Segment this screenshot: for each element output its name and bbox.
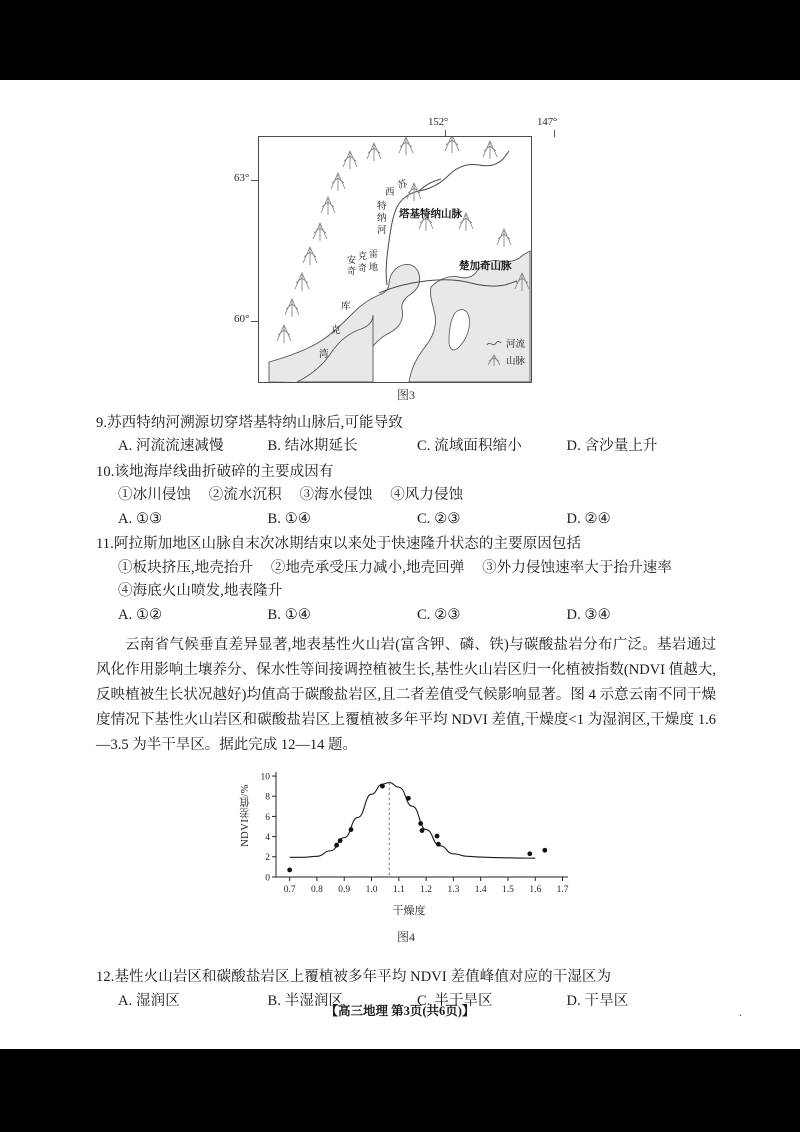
question-9-number: 9. — [96, 415, 108, 431]
chart-data-point — [338, 838, 343, 843]
label-su: 苏 — [396, 179, 409, 192]
label-na: 纳 — [377, 214, 387, 224]
label-talkeetna-mountains: 塔基特纳山脉 — [399, 209, 462, 220]
question-10-option-c[interactable]: C. ②③ — [417, 510, 461, 527]
latitude-tick-63 — [251, 180, 258, 181]
question-11-option-a[interactable]: A. ①② — [118, 606, 163, 623]
question-9-option-b[interactable]: B. 结冰期延长 — [267, 438, 358, 455]
chart-x-tick-label: 1.6 — [529, 885, 542, 896]
chart-data-point — [287, 868, 292, 873]
chart-x-tick-label: 1.5 — [502, 885, 514, 896]
longitude-tick-147 — [554, 130, 555, 137]
chart-y-tick-label: 4 — [265, 833, 270, 844]
longitude-label-147: 147° — [537, 116, 558, 128]
question-10-subopt-4: ④风力侵蚀 — [390, 487, 464, 504]
question-11-subopts-line1 — [96, 557, 716, 580]
question-10-subopt-2: ②流水沉积 — [208, 487, 282, 504]
question-11-subopts-line2 — [96, 580, 716, 603]
latitude-tick-60 — [251, 321, 258, 322]
label-chugach-mountains: 楚加奇山脉 — [459, 261, 512, 272]
chart-x-tick-label: 1.2 — [420, 885, 433, 896]
chart-y-tick-label: 8 — [265, 792, 270, 803]
question-11-text: 阿拉斯加地区山脉自末次冰期结束以来处于快速隆升状态的主要原因包括 — [113, 536, 582, 553]
question-10-options — [96, 508, 716, 531]
map-figure-3 — [96, 110, 716, 410]
question-11-options — [96, 604, 716, 627]
chart-x-tick-label: 1.3 — [447, 885, 460, 896]
chart-data-point — [349, 827, 354, 832]
question-9-stem — [96, 412, 716, 435]
legend-row-river — [486, 336, 525, 350]
chart-x-tick-label: 1.1 — [392, 885, 405, 896]
latitude-label-63: 63° — [234, 172, 250, 184]
question-12-option-b[interactable]: B. 半湿润区 — [267, 992, 344, 1009]
question-11 — [96, 533, 716, 627]
chart-data-point — [527, 851, 532, 856]
chart-plot-area — [244, 766, 574, 901]
label-xi: 西 — [385, 188, 395, 198]
chart-data-point — [418, 821, 423, 826]
question-10-stem — [96, 461, 716, 484]
question-9-text: 苏西特纳河溯源切穿塔基特纳山脉后,可能导致 — [107, 415, 403, 431]
question-11-subopt-4: ④海底火山喷发,地表隆升 — [118, 583, 283, 600]
label-ge: 奇 — [358, 263, 368, 273]
chart-data-point — [435, 834, 440, 839]
chart-x-tick-label: 0.7 — [283, 885, 296, 896]
chart-caption: 图4 — [396, 930, 415, 945]
chart-data-point — [406, 796, 411, 801]
question-12-number: 12. — [96, 969, 115, 986]
label-di: 地 — [369, 262, 379, 272]
chart-x-axis-label: 干燥度 — [392, 905, 426, 918]
bottom-black-bar — [0, 1049, 800, 1132]
chart-fit-curve — [290, 783, 536, 859]
question-11-subopt-1: ①板块挤压,地壳抬升 — [118, 559, 254, 576]
question-11-stem — [96, 533, 716, 556]
exam-page — [0, 80, 800, 1049]
question-12-text: 基性火山岩区和碳酸盐岩区上覆植被多年平均 NDVI 差值峰值对应的干湿区为 — [114, 969, 612, 986]
map-canvas — [258, 136, 532, 383]
question-11-option-c[interactable]: C. ②③ — [417, 606, 461, 623]
chart-y-tick-label: 0 — [265, 873, 270, 884]
question-10-subopt-3: ③海水侵蚀 — [299, 487, 373, 504]
label-qi: 奇 — [347, 266, 357, 276]
question-9-option-a[interactable]: A. 河流流速减慢 — [118, 438, 224, 455]
chart-data-point — [380, 784, 385, 789]
legend-label-mountain: 山脉 — [505, 357, 525, 367]
question-12-option-d[interactable]: D. 干旱区 — [566, 992, 629, 1009]
latitude-label-60: 60° — [234, 313, 250, 325]
label-wan: 湾 — [319, 350, 329, 360]
map-legend — [486, 336, 525, 370]
question-11-option-b[interactable]: B. ①④ — [267, 606, 311, 623]
chart-data-point — [420, 828, 425, 833]
page-footer: 【高三地理 第3页(共6页)】 — [325, 1004, 475, 1018]
question-9-options — [96, 435, 716, 458]
longitude-label-152: 152° — [428, 116, 449, 128]
legend-row-mountain — [486, 353, 525, 367]
question-10-option-d[interactable]: D. ②④ — [566, 510, 611, 527]
question-11-option-d[interactable]: D. ③④ — [566, 606, 611, 623]
chart-figure-4 — [96, 766, 716, 956]
question-9 — [96, 412, 716, 459]
question-11-subopt-2: ②地壳承受压力减小,地壳回弹 — [270, 559, 465, 576]
chart-y-axis-label: NDVI差值/% — [240, 784, 251, 847]
question-10-number: 10. — [96, 463, 115, 480]
label-an: 安 — [347, 255, 357, 265]
map-caption: 图3 — [396, 388, 415, 402]
question-11-subopt-3: ③外力侵蚀速率大于抬升速率 — [482, 559, 672, 576]
chart-y-tick-label: 6 — [265, 812, 270, 823]
ndvi-scatter-chart — [240, 766, 574, 926]
chart-data-point — [542, 848, 547, 853]
chart-y-tick-label: 2 — [265, 853, 270, 864]
question-12-stem — [96, 966, 716, 989]
question-9-option-c[interactable]: C. 流域面积缩小 — [417, 438, 522, 455]
chart-data-point — [334, 843, 339, 848]
reading-passage: 云南省气候垂直差异显著,地表基性火山岩(富含钾、磷、铁)与碳酸盐岩分布广泛。基岩通过风化作用影响土壤养分、保水性等间接调控植被生长,基性火山岩区归一化植被指数(NDVI 值越大,反映植被生长状况越好)均值高于碳酸盐岩区,且二者差值受气候影响显著。图 4 示意云南不同干燥度情况下基性火山岩区和碳酸盐岩区上覆植被多年平均 NDVI 差值,干燥度<1 为湿润区,干燥度 1.6—3.5 为半干旱区。据此完成 12—14 题。 — [96, 637, 716, 754]
label-ku: 库 — [341, 302, 351, 312]
question-12-option-a[interactable]: A. 湿润区 — [118, 992, 180, 1009]
question-11-number: 11. — [96, 536, 114, 553]
top-black-bar — [0, 0, 800, 80]
question-10-option-a[interactable]: A. ①③ — [118, 510, 163, 527]
label-he: 河 — [377, 226, 387, 236]
question-10-subopt-1: ①冰川侵蚀 — [118, 487, 191, 504]
chart-x-tick-label: 0.9 — [338, 885, 351, 896]
question-10-option-b[interactable]: B. ①④ — [267, 510, 311, 527]
chart-y-tick-label: 10 — [260, 772, 270, 783]
question-9-option-d[interactable]: D. 含沙量上升 — [566, 438, 658, 455]
question-10 — [96, 461, 716, 531]
label-ke2: 克 — [331, 326, 341, 336]
chart-data-point — [436, 842, 441, 847]
question-10-text: 该地海岸线曲折破碎的主要成因有 — [114, 463, 334, 480]
label-te: 特 — [377, 202, 387, 212]
river-symbol-icon — [486, 339, 502, 348]
chart-x-tick-label: 1.7 — [556, 885, 569, 896]
legend-label-river: 河流 — [505, 340, 525, 350]
label-ke: 克 — [358, 251, 368, 261]
question-10-subopts — [96, 484, 716, 507]
chart-x-tick-label: 1.0 — [365, 885, 378, 896]
label-lei: 雷 — [369, 249, 379, 259]
mountain-symbol-icon — [486, 354, 502, 366]
question-12-option-c[interactable]: C. 半干旱区 — [417, 992, 493, 1009]
page-footer-mark: . — [739, 1005, 742, 1019]
chart-x-tick-label: 0.8 — [310, 885, 323, 896]
chart-x-tick-label: 1.4 — [474, 885, 487, 896]
